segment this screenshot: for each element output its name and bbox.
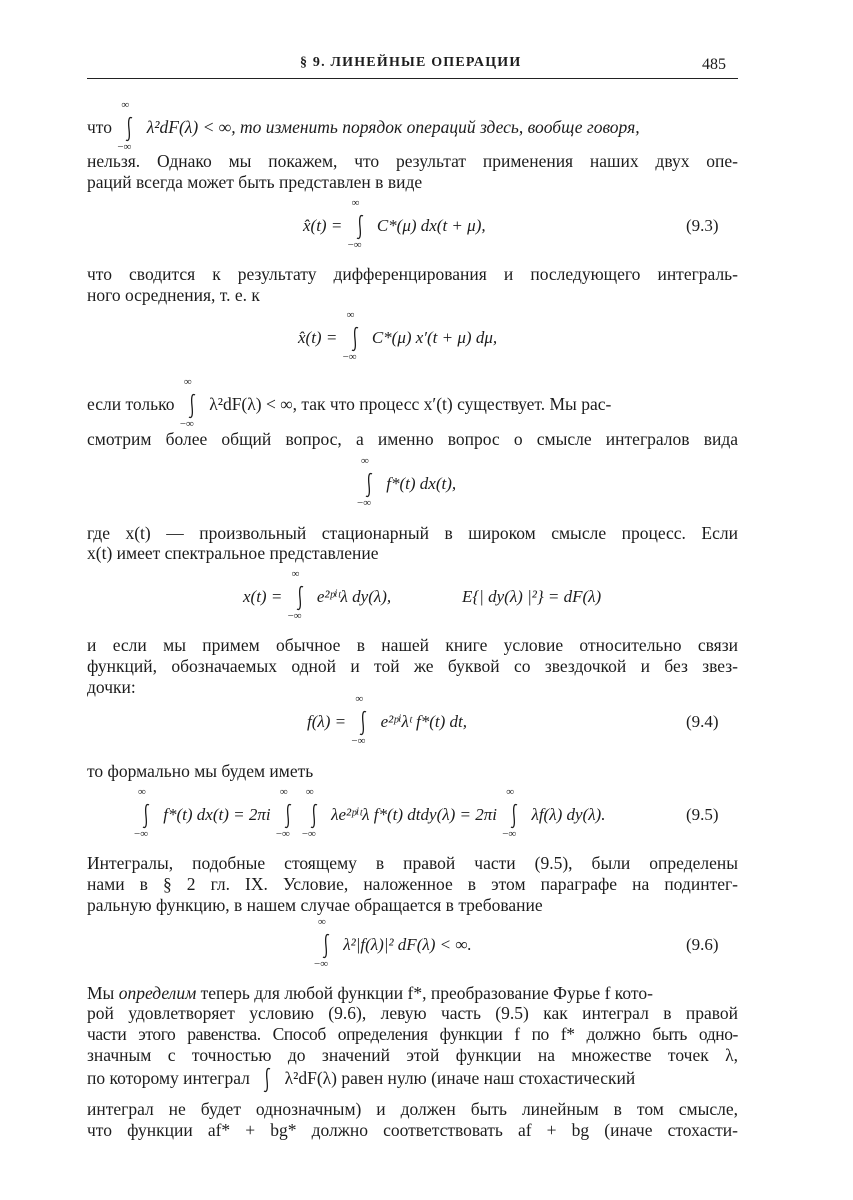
integral-sign: ∞ −∞	[314, 916, 329, 971]
text-line-19: части этого равенства. Способ определения функции f по f* должно быть одно-	[87, 1024, 738, 1044]
text-line-11: функций, обозначаемых одной и той же буквой со звездочкой и без звез-	[87, 656, 738, 676]
text-line-20: значным с точностью до значений этой функции на множестве точек λ,	[87, 1045, 738, 1065]
equation-9-6: ∞ −∞ λ²|f(λ)|² dF(λ) < ∞.	[314, 916, 472, 971]
equation-9-4: f(λ) = ∞ −∞ e²ᵖⁱλᵗ f*(t) dt,	[307, 693, 467, 748]
equation-spectral-measure: E{| dy(λ) |²} = dF(λ)	[462, 587, 602, 606]
text-line-5: ного осреднения, т. е. к	[87, 285, 260, 305]
text-line-2: нельзя. Однако мы покажем, что результат применения наших двух опе-	[87, 151, 738, 171]
text-line-7: смотрим более общий вопрос, а именно вопрос о смысле интегралов вида	[87, 429, 738, 449]
text-line-15: нами в § 2 гл. IX. Условие, наложенное в этом параграфе на подинтег-	[87, 874, 738, 894]
text-line-1: что ∞ −∞ λ²dF(λ) < ∞, то изменить порядок операций здесь, вообще говоря,	[87, 98, 640, 153]
equation-number-9-6: (9.6)	[686, 935, 719, 954]
integral-sign: ∞ −∞	[342, 309, 357, 364]
text-line-3: раций всегда может быть представлен в виде	[87, 172, 423, 192]
text-line-17: Мы определим теперь для любой функции f*, преобразование Фурье f кото-	[87, 983, 653, 1003]
equation-number-9-3: (9.3)	[686, 216, 719, 235]
header-rule	[87, 78, 738, 79]
text-line-12: дочки:	[87, 677, 136, 697]
text-line-13: то формально мы будем иметь	[87, 761, 314, 781]
running-header: § 9. ЛИНЕЙНЫЕ ОПЕРАЦИИ	[300, 55, 522, 70]
equation-derivative: x̂(t) = ∞ −∞ C*(μ) x′(t + μ) dμ,	[298, 309, 498, 364]
integral-sign: ∞ −∞	[179, 375, 194, 430]
text-line-23: что функции af* + bg* должно соответствовать af + bg (иначе стохасти-	[87, 1120, 738, 1140]
integral-sign: ∞ −∞	[502, 786, 517, 841]
equation-number-9-4: (9.4)	[686, 712, 719, 731]
integral-sign: ∞ −∞	[275, 786, 290, 841]
text-line-10: и если мы примем обычное в нашей книге условие относительно связи	[87, 635, 738, 655]
integral-sign: ∞ −∞	[134, 786, 149, 841]
text-line-8: где x(t) — произвольный стационарный в широком смысле процесс. Если	[87, 523, 738, 543]
text-line-9: x(t) имеет спектральное представление	[87, 543, 379, 563]
text-line-18: рой удовлетворяет условию (9.6), левую часть (9.5) как интеграл в правой	[87, 1003, 738, 1023]
text-line-14: Интегралы, подобные стоящему в правой части (9.5), были определены	[87, 853, 738, 873]
equation-stochastic-integral: ∞ −∞ f*(t) dx(t),	[357, 455, 457, 510]
equation-9-3: x̂(t) = ∞ −∞ C*(μ) dx(t + μ),	[303, 197, 486, 252]
integral-sign: ∞ −∞	[287, 568, 302, 623]
integral-sign: ∞ −∞	[351, 693, 366, 748]
text-line-22: интеграл не будет однозначным) и должен быть линейным в том смысле,	[87, 1099, 738, 1119]
text-line-6: если только ∞ −∞ λ²dF(λ) < ∞, так что процесс x′(t) существует. Мы рас-	[87, 375, 612, 430]
equation-number-9-5: (9.5)	[686, 805, 719, 824]
text-line-4: что сводится к результату дифференцирования и последующего интеграль-	[87, 264, 738, 284]
integral-sign: ∞ −∞	[117, 98, 132, 153]
page-number: 485	[702, 56, 726, 73]
integral-sign: ∞ −∞	[301, 786, 316, 841]
text-line-16: ральную функцию, в нашем случае обращается в требование	[87, 895, 543, 915]
text-line-21: по которому интеграл λ²dF(λ) равен нулю (иначе наш стохастический	[87, 1067, 738, 1091]
integral-sign: ∞ −∞	[347, 197, 362, 252]
equation-9-5: ∞ −∞ f*(t) dx(t) = 2πi ∞ −∞ ∞ −∞ λe²ᵖⁱᵗλ f*(t) dtdy(λ) = 2πi ∞ −∞ λf(λ) dy(λ).	[134, 786, 606, 841]
integral-sign: ∞ −∞	[357, 455, 372, 510]
integral-sign	[258, 1069, 276, 1091]
equation-spectral: x(t) = ∞ −∞ e²ᵖⁱᵗλ dy(λ),	[243, 568, 392, 623]
